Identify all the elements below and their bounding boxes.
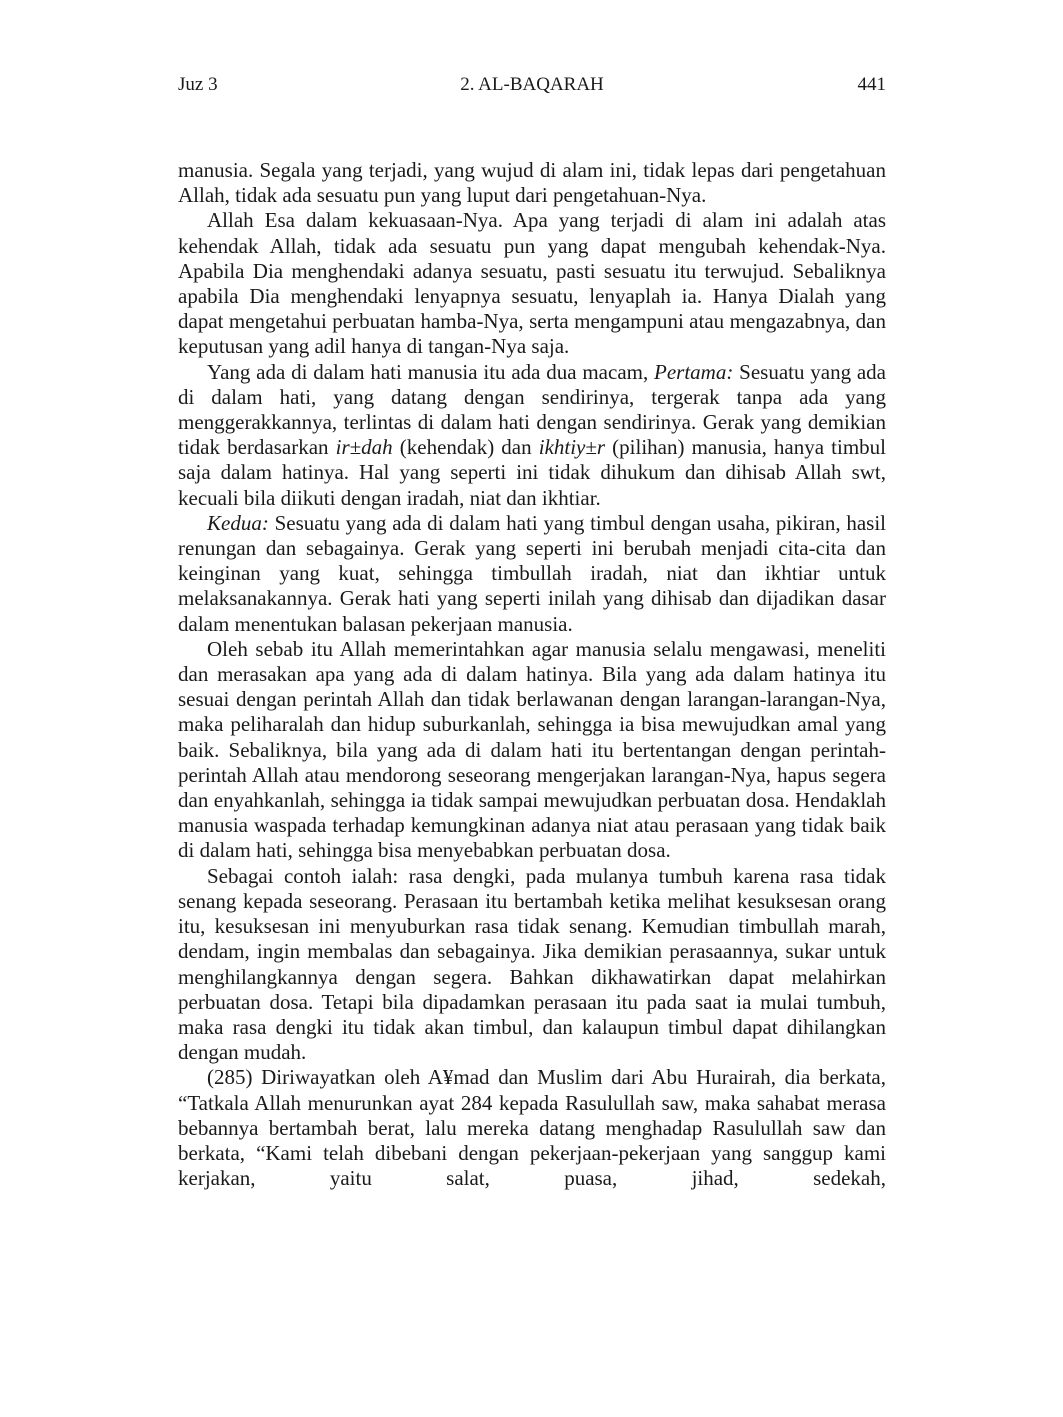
italic-term: Pertama:	[654, 359, 734, 384]
page-number: 441	[857, 74, 886, 95]
surah-title: 2. AL-BAQARAH	[460, 74, 604, 95]
italic-term: ikhtiy±r	[538, 435, 606, 460]
italic-term: Kedua:	[207, 510, 269, 535]
paragraph-hadith: (285) Diriwayatkan oleh A¥mad dan Muslim dari Abu Hurairah, dia berkata, “Tatkala Allah menurunkan ayat 284 kepada Rasulullah saw, maka sahabat merasa bebannya bertambah berat, lalu mereka datang menghadap Rasulullah saw dan berkata, “Kami telah dibebani dengan pekerjaan-pekerjaan yang sanggup kami kerjakan, yaitu salat, puasa, jihad, sedekah,	[178, 1065, 886, 1191]
paragraph	[178, 360, 886, 511]
text-run: (pilihan) manusia, hanya timbul saja dalam hatinya. Hal yang seperti ini tidak dihukum dan dihisab Allah swt, kecuali bila diikuti dengan iradah, niat dan ikhtiar.	[178, 435, 886, 510]
text-run: (kehendak) dan	[392, 435, 539, 460]
page-body	[178, 158, 886, 1191]
paragraph-continued: manusia. Segala yang terjadi, yang wujud di alam ini, tidak lepas dari pengetahuan Allah, tidak ada sesuatu pun yang luput dari pengetahuan-Nya.	[178, 158, 886, 208]
page-header	[178, 72, 886, 98]
paragraph: Sebagai contoh ialah: rasa dengki, pada mulanya tumbuh karena rasa tidak senang kepada seseorang. Perasaan itu bertambah ketika melihat kesuksesan orang itu, kesuksesan ini menyuburkan rasa tidak senang. Kemudian timbullah marah, dendam, ingin membalas dan sebagainya. Jika demikian perasaannya, sukar untuk menghilangkannya dengan segera. Bahkan dikhawatirkan dapat melahirkan perbuatan dosa. Tetapi bila dipadamkan perasaan itu pada saat ia mulai tumbuh, maka rasa dengki itu tidak akan timbul, dan kalaupun timbul dapat dihilangkan dengan mudah.	[178, 863, 886, 1065]
paragraph	[178, 511, 886, 637]
juz-label: Juz 3	[178, 74, 218, 95]
text-run: Sesuatu yang ada di dalam hati yang timbul dengan usaha, pikiran, hasil renungan dan sebagainya. Gerak yang seperti ini berubah menjadi cita-cita dan keinginan yang kuat, sehingga timbullah iradah, niat dan ikhtiar untuk melaksanakannya. Gerak hati yang seperti inilah yang dihisab dan dijadikan dasar dalam menentukan balasan pekerjaan manusia.	[178, 510, 886, 636]
italic-term: ir±dah	[335, 435, 393, 460]
text-run: Sesuatu yang ada di dalam hati, yang datang dengan sendirinya, tergerak tanpa ada yang menggerakkannya, terlintas di dalam hati dengan sendirinya. Gerak yang demikian tidak berdasarkan	[178, 359, 887, 460]
paragraph: Oleh sebab itu Allah memerintahkan agar manusia selalu mengawasi, meneliti dan merasakan apa yang ada di dalam hatinya. Bila yang ada dalam hatinya itu sesuai dengan perintah Allah dan tidak berlawanan dengan larangan-larangan-Nya, maka peliharalah dan hidup suburkanlah, sehingga ia bisa mewujudkan amal yang baik. Sebaliknya, bila yang ada di dalam hati itu bertentangan dengan perintah-perintah Allah atau mendorong seseorang mengerjakan larangan-Nya, hapus segera dan enyahkanlah, sehingga ia tidak sampai mewujudkan perbuatan dosa. Hendaklah manusia waspada terhadap kemungkinan adanya niat atau perasaan yang tidak baik di dalam hati, sehingga bisa menyebabkan perbuatan dosa.	[178, 636, 886, 863]
text-run: Yang ada di dalam hati manusia itu ada dua macam,	[207, 359, 655, 384]
paragraph: Allah Esa dalam kekuasaan-Nya. Apa yang terjadi di alam ini adalah atas kehendak Allah, tidak ada sesuatu pun yang dapat mengubah kehendak-Nya. Apabila Dia menghendaki adanya sesuatu, pasti sesuatu itu terwujud. Sebaliknya apabila Dia menghendaki lenyapnya sesuatu, lenyaplah ia. Hanya Dialah yang dapat mengetahui perbuatan hamba-Nya, serta mengampuni atau mengazabnya, dan keputusan yang adil hanya di tangan-Nya saja.	[178, 208, 886, 359]
